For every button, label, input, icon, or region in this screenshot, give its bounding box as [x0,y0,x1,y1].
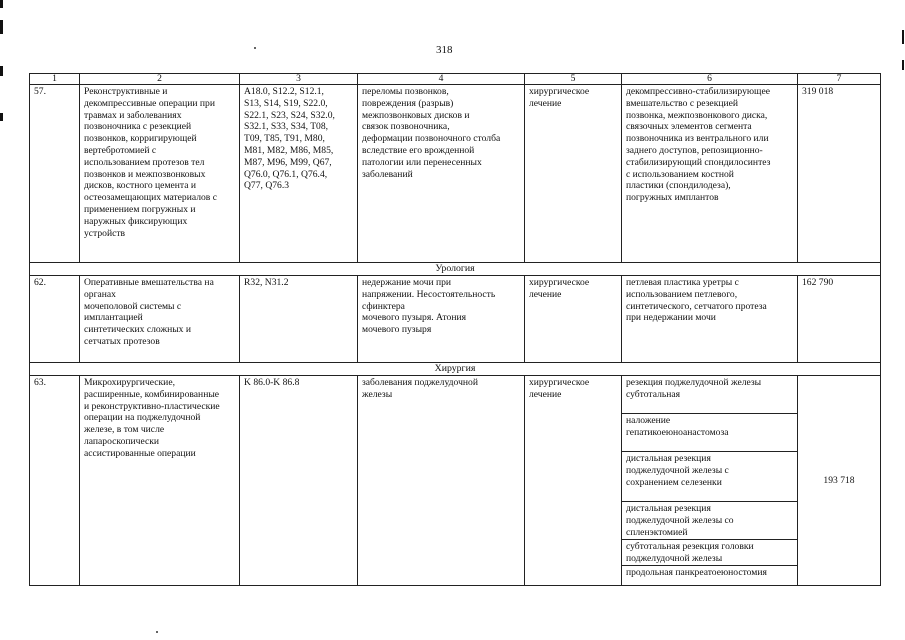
column-number: 7 [798,74,881,85]
column-number: 2 [80,74,240,85]
scan-edge-mark [902,30,904,44]
procedure-name: Оперативные вмешательства на органах мочеполовой системы с имплантацией синтетических сложных и сетчатых протезов [80,276,240,363]
row-number: 63. [30,376,80,586]
column-number: 6 [622,74,798,85]
column-number: 4 [358,74,525,85]
table-row [30,276,881,363]
patient-model: заболевания поджелудочной железы [358,376,525,586]
diagnosis-codes: K 86.0-K 86.8 [240,376,358,586]
treatment-method-list [622,376,798,586]
treatment-method-item: резекция поджелудочной железы субтотальная [622,376,797,414]
scan-edge-mark [0,20,3,34]
treatment-type: хирургическое лечение [525,276,622,363]
row-number: 57. [30,85,80,263]
treatment-method: декомпрессивно-стабилизирующее вмешательство с резекцией позвонка, межпозвонкового диска, связочных элементов сегмента позвоночника из вентрального или заднего доступов, репозиционно- стабилизирующий спондилосинтез с использованием костной пластики (спондилодеза), погружных имплантов [622,85,798,263]
treatment-method-item: субтотальная резекция головки поджелудочной железы [622,540,797,566]
column-number: 1 [30,74,80,85]
treatment-method-item: дистальная резекция поджелудочной железы со спленэктомией [622,502,797,540]
column-number-row [30,74,881,85]
scan-dust [254,47,256,49]
scan-edge-mark [0,113,3,121]
table-row [30,376,881,586]
section-row [30,263,881,276]
column-number: 5 [525,74,622,85]
treatment-type: хирургическое лечение [525,376,622,586]
treatment-method-item: продольная панкреатоеюностомия [626,567,767,578]
procedure-name: Микрохирургические, расширенные, комбинированные и реконструктивно-пластические операции на поджелудочной железе, в том числе лапароскопически ассистированные операции [80,376,240,586]
treatment-method-item: дистальная резекция поджелудочной железы с сохранением селезенки [622,452,797,502]
treatment-method-item: наложение гепатикоеюноанастомоза [622,414,797,452]
table-row [30,85,881,263]
column-number: 3 [240,74,358,85]
scan-edge-mark [0,66,3,76]
diagnosis-codes: A18.0, S12.2, S12.1, S13, S14, S19, S22.0, S22.1, S23, S24, S32.0, S32.1, S33, S34, T08, T09, T85, T91, M80, M81, M82, M86, M85, M87, M96, M99, Q67, Q76.0, Q76.1, Q76.4, Q77, Q76.3 [240,85,358,263]
procedure-name: Реконструктивные и декомпрессивные операции при травмах и заболеваниях позвоночника с резекцией позвонков, корригирующей вертебротомией с использованием протезов тел позвонков и межпозвонковых дисков, костного цемента и остеозамещающих материалов с применением погружных и наружных фиксирующих устройств [80,85,240,263]
section-row [30,363,881,376]
procedures-table [29,73,881,586]
diagnosis-codes: R32, N31.2 [240,276,358,363]
patient-model: переломы позвонков, повреждения (разрыв) межпозвонковых дисков и связок позвоночника, деформации позвоночного столба вследствие его врожденной патологии или перенесенных заболеваний [358,85,525,263]
scan-edge-mark [902,60,904,70]
patient-model: недержание мочи при напряжении. Несостоятельность сфинктера мочевого пузыря. Атония мочевого пузыря [358,276,525,363]
scan-edge-mark [0,0,3,8]
treatment-type: хирургическое лечение [525,85,622,263]
price-value: 319 018 [798,85,881,263]
price-value: 162 790 [798,276,881,363]
treatment-method: петлевая пластика уретры с использованием петлевого, синтетического, сетчатого протеза при недержании мочи [622,276,798,363]
price-value: 193 718 [798,376,881,586]
page-number: 318 [436,44,453,56]
section-title-surgery: Хирургия [30,363,881,376]
row-number: 62. [30,276,80,363]
scan-dust [156,631,158,633]
section-title-urology: Урология [30,263,881,276]
